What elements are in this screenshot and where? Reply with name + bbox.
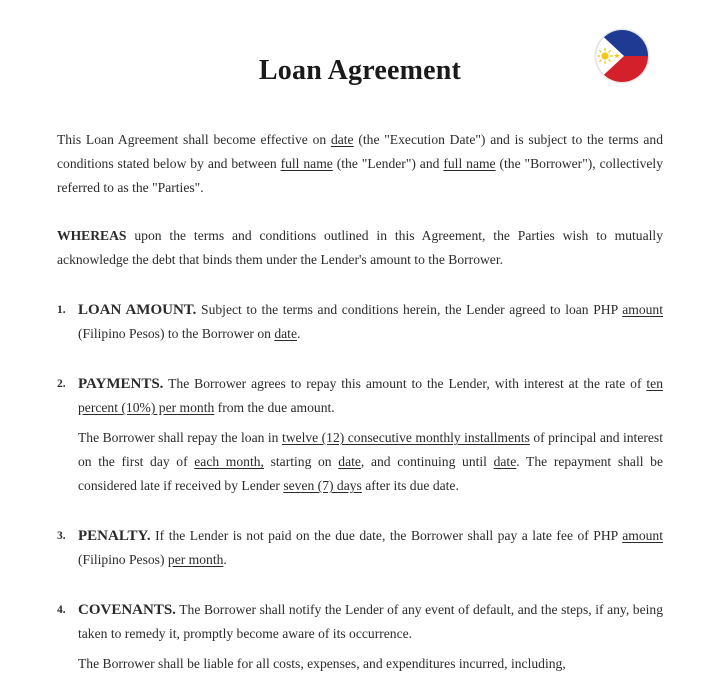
section-heading: PAYMENTS.: [78, 376, 164, 392]
section-covenants: [78, 598, 663, 673]
execution-date-field[interactable]: date: [330, 132, 354, 147]
section-text: .: [297, 326, 301, 341]
section-text: after its due date.: [361, 478, 459, 493]
section-heading: LOAN AMOUNT.: [78, 302, 197, 318]
payment-frequency-field[interactable]: each month,: [194, 454, 264, 469]
document-title: Loan Agreement: [258, 55, 462, 86]
intro-text: (the "Lender") and: [332, 156, 444, 171]
late-fee-period-field[interactable]: per month: [167, 552, 224, 567]
section-text: , and continuing until: [360, 454, 494, 469]
section-text: starting on: [263, 454, 339, 469]
section-text: (Filipino Pesos): [78, 552, 168, 567]
loan-date-field[interactable]: date: [274, 326, 297, 341]
section-payments: [78, 372, 663, 498]
late-fee-amount-field[interactable]: amount: [622, 528, 663, 543]
installments-field[interactable]: twelve (12) consecutive monthly installments: [281, 430, 530, 445]
section-text: .: [223, 552, 227, 567]
whereas-text: upon the terms and conditions outlined in this Agreement, the Parties wish to mutually acknowledge the debt that binds them under the Lender's amount to the Borrower.: [57, 228, 663, 267]
section-heading: PENALTY.: [78, 528, 151, 544]
section-text: The Borrower shall be liable for all costs, expenses, and expenditures incurred, including,: [78, 656, 566, 671]
start-date-field[interactable]: date: [338, 454, 361, 469]
interest-rate-field[interactable]: ten percent (10%) per month: [78, 376, 663, 415]
borrower-name-field[interactable]: full name: [443, 156, 496, 171]
section-text: The Borrower shall repay the loan in: [78, 430, 282, 445]
section-number: 3.: [57, 530, 66, 542]
whereas-paragraph: [57, 224, 663, 272]
intro-text: This Loan Agreement shall become effective on: [57, 132, 331, 147]
section-heading: COVENANTS.: [78, 602, 176, 618]
lender-name-field[interactable]: full name: [280, 156, 333, 171]
whereas-heading: WHEREAS: [57, 228, 127, 243]
section-text: from the due amount.: [214, 400, 335, 415]
section-text: of principal and interest on the first day of: [78, 430, 663, 469]
section-text: Subject to the terms and conditions herein, the Lender agreed to loan PHP: [196, 302, 623, 317]
section-text: If the Lender is not paid on the due date, the Borrower shall pay a late fee of PHP: [150, 528, 623, 543]
grace-period-field[interactable]: seven (7) days: [283, 478, 362, 493]
section-number: 2.: [57, 378, 66, 390]
intro-paragraph: [57, 128, 663, 200]
loan-amount-field[interactable]: amount: [622, 302, 663, 317]
end-date-field[interactable]: date: [493, 454, 517, 469]
section-penalty: [78, 524, 663, 572]
section-number: 1.: [57, 304, 66, 316]
section-text: The Borrower shall notify the Lender of any event of default, and the steps, if any, being taken to remedy it, promptly become aware of its occurrence.: [78, 602, 663, 641]
intro-text: (the "Borrower"), collectively referred to as the "Parties".: [57, 156, 663, 195]
section-text: . The repayment shall be considered late if received by Lender: [78, 454, 663, 493]
section-text: The Borrower agrees to repay this amount to the Lender, with interest at the rate of: [163, 376, 647, 391]
section-number: 4.: [57, 604, 66, 616]
intro-text: (the "Execution Date") and is subject to the terms and conditions stated below by and between: [57, 132, 663, 171]
section-loan-amount: [78, 298, 663, 346]
section-text: (Filipino Pesos) to the Borrower on: [78, 326, 275, 341]
